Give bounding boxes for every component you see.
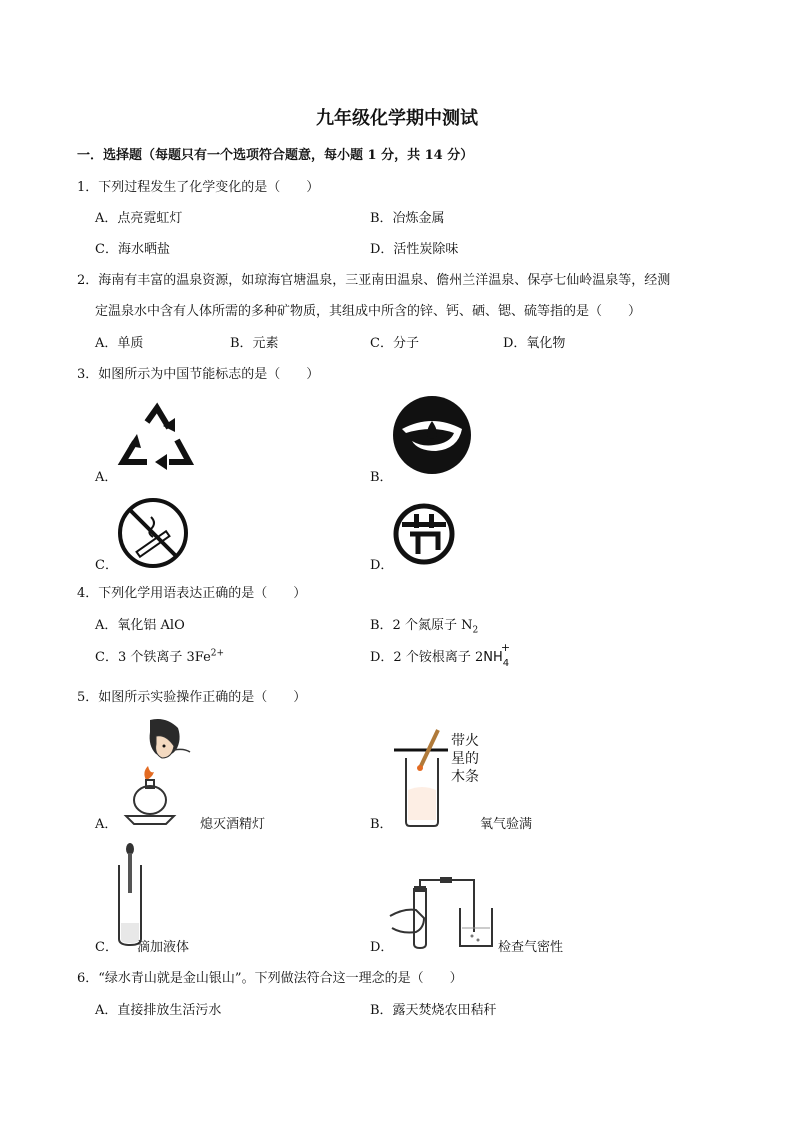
- question-1-option-d[interactable]: D．活性炭除味: [370, 242, 459, 257]
- question-3-stem: 3．如图所示为中国节能标志的是（ ）: [77, 367, 320, 382]
- splint-label-line-3: 木条: [451, 769, 479, 785]
- question-4-option-b-text: B．2 个氮原子 N: [370, 618, 473, 633]
- question-2-option-a[interactable]: A．单质: [95, 336, 144, 351]
- page-title: 九年级化学期中测试: [316, 108, 478, 129]
- ammonium-formula: [483, 641, 511, 669]
- section-heading: 一．选择题（每题只有一个选项符合题意，每小题 1 分，共 14 分）: [77, 148, 474, 163]
- ammonium-formula-symbol: NH: [483, 650, 503, 665]
- question-3-option-b[interactable]: B．: [370, 470, 393, 485]
- question-5-option-d-caption: 检查气密性: [498, 940, 564, 955]
- question-4-option-a[interactable]: A．氧化铝 AlO: [95, 618, 185, 633]
- splint-label-line-2: 星的: [451, 751, 479, 767]
- question-5-option-b[interactable]: B．: [370, 817, 393, 832]
- ammonium-formula-charge: +: [500, 641, 511, 654]
- question-4-option-c-superscript: 2+: [210, 648, 225, 659]
- question-2-stem-line-1: 2．海南有丰富的温泉资源，如琼海官塘温泉，三亚南田温泉、儋州兰洋温泉、保亭七仙岭温泉等，经测: [77, 273, 671, 288]
- question-4-option-b[interactable]: [370, 614, 478, 636]
- china-energy-saving-logo-icon: [392, 502, 456, 566]
- question-5-option-a-caption: 熄灭酒精灯: [200, 817, 266, 832]
- question-2-option-c[interactable]: C．分子: [370, 336, 419, 351]
- question-4-option-c[interactable]: [95, 646, 224, 665]
- question-3-option-a[interactable]: A．: [95, 470, 118, 485]
- ammonium-formula-subscript: 4: [502, 658, 510, 669]
- question-3-option-c[interactable]: C．: [95, 558, 118, 573]
- question-5-stem: 5．如图所示实验操作正确的是（ ）: [77, 690, 307, 705]
- airtightness-check-illustration-icon: [390, 866, 500, 950]
- question-1-stem: 1．下列过程发生了化学变化的是（ ）: [77, 180, 320, 195]
- blowing-alcohol-lamp-illustration-icon: [120, 716, 200, 828]
- question-1-option-b[interactable]: B．冶炼金属: [370, 211, 445, 226]
- question-2-option-d[interactable]: D．氧化物: [503, 336, 566, 351]
- question-4-option-c-text: C．3 个铁离子 3Fe: [95, 650, 211, 665]
- question-2-stem-line-2: 定温泉水中含有人体所需的多种矿物质，其组成中所含的锌、钙、硒、锶、硫等指的是（ ）: [95, 304, 642, 319]
- no-smoking-icon: [117, 497, 189, 569]
- question-5-option-c[interactable]: C．: [95, 940, 118, 955]
- splint-label-line-1: 带火: [451, 733, 479, 749]
- dropper-test-tube-illustration-icon: [115, 843, 145, 947]
- question-4-stem: 4．下列化学用语表达正确的是（ ）: [77, 586, 307, 601]
- question-1-option-a[interactable]: A．点亮霓虹灯: [95, 211, 183, 226]
- question-6-option-b[interactable]: B．露天焚烧农田秸秆: [370, 1003, 497, 1018]
- question-6-stem: 6．“绿水青山就是金山银山”。下列做法符合这一理念的是（ ）: [77, 971, 463, 986]
- splint-label: [451, 732, 479, 786]
- question-5-option-c-caption: 滴加液体: [137, 940, 190, 955]
- recycling-symbol-icon: [117, 404, 197, 476]
- question-6-option-a[interactable]: A．直接排放生活污水: [95, 1003, 222, 1018]
- question-5-option-d[interactable]: D．: [370, 940, 394, 955]
- question-4-option-b-subscript: 2: [472, 625, 479, 636]
- question-5-option-a[interactable]: A．: [95, 817, 118, 832]
- question-4-option-d-text: D．2 个铵根离子 2: [370, 650, 484, 665]
- question-3-option-d[interactable]: D．: [370, 558, 394, 573]
- question-4-option-d[interactable]: [370, 641, 511, 669]
- question-5-option-b-caption: 氧气验满: [480, 817, 533, 832]
- water-saving-logo-icon: [392, 395, 472, 475]
- question-1-option-c[interactable]: C．海水晒盐: [95, 242, 170, 257]
- question-2-option-b[interactable]: B．元素: [230, 336, 279, 351]
- oxygen-full-test-illustration-icon: [394, 730, 454, 830]
